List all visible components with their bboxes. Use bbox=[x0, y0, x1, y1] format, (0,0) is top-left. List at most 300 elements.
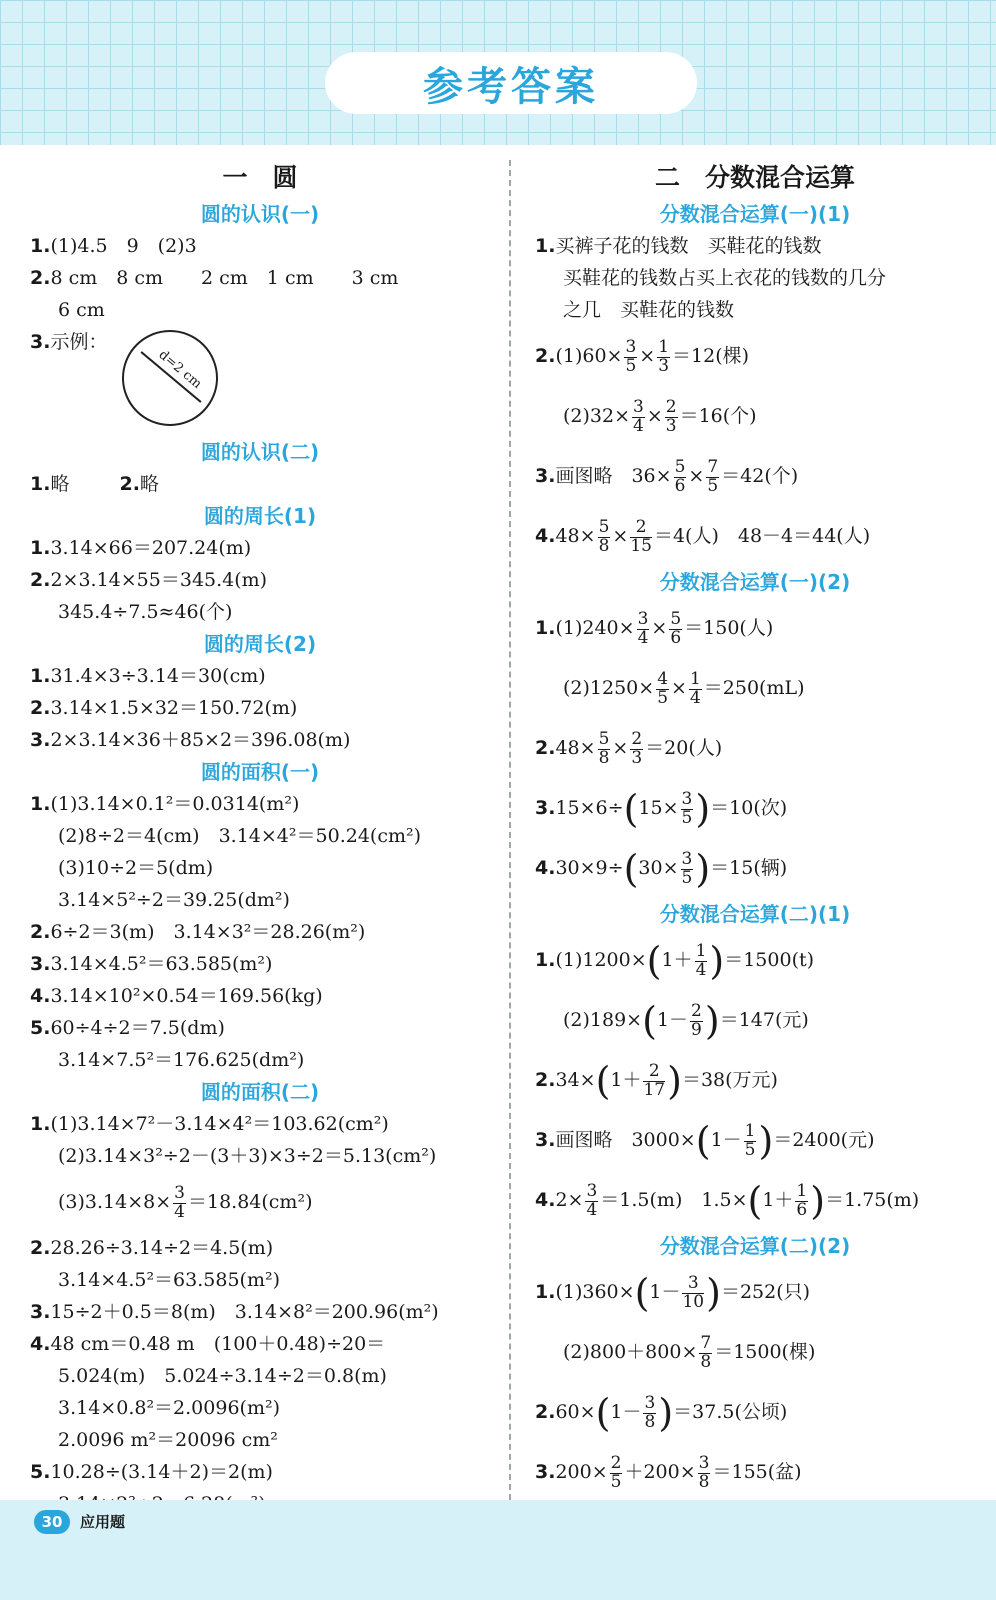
numerator: 3 bbox=[681, 848, 693, 869]
answer-line bbox=[535, 294, 975, 326]
numerator: 2 bbox=[630, 519, 652, 538]
section-title: 分数混合运算(二)(2) bbox=[659, 1234, 851, 1258]
section-title: 分数混合运算(一)(2) bbox=[659, 570, 851, 594]
answer-text: 28.26÷3.14÷2＝4.5(m) bbox=[50, 1237, 274, 1259]
fraction bbox=[681, 788, 694, 828]
answer-line bbox=[30, 532, 490, 564]
numerator: 3 bbox=[681, 788, 693, 809]
numerator: 1 bbox=[744, 1120, 756, 1141]
answer-text: ＝1500(t) bbox=[724, 949, 815, 971]
answer-text: (3)3.14×8× bbox=[58, 1191, 172, 1213]
answer-text: 345.4÷7.5≈46(个) bbox=[58, 601, 233, 623]
answer-line bbox=[30, 916, 490, 948]
numerator: 3 bbox=[633, 396, 644, 417]
denominator: 4 bbox=[689, 687, 701, 708]
paren-open: ( bbox=[646, 939, 662, 983]
answer-line bbox=[30, 948, 490, 980]
q-number: 2. bbox=[535, 345, 556, 367]
fraction bbox=[681, 848, 694, 888]
answer-text: ＝42(个) bbox=[721, 465, 799, 487]
paren-close: ) bbox=[695, 847, 711, 891]
chapter-title-left: 一 圆 bbox=[222, 163, 298, 192]
fraction bbox=[674, 456, 687, 496]
denominator: 3 bbox=[658, 355, 670, 376]
denominator: 5 bbox=[681, 867, 693, 888]
answer-text: (1)3.14×0.1²＝0.0314(m²) bbox=[50, 793, 300, 815]
denominator: 5 bbox=[610, 1471, 622, 1492]
answer-text: (1)360× bbox=[555, 1281, 635, 1303]
answer-line bbox=[535, 506, 975, 566]
answer-line bbox=[535, 446, 975, 506]
numerator: 7 bbox=[700, 1332, 712, 1353]
answer-line bbox=[30, 1360, 490, 1392]
answer-text: 2×3.14×36＋85×2＝396.08(m) bbox=[50, 729, 351, 751]
fraction bbox=[643, 1060, 666, 1100]
q-number: 5. bbox=[30, 1017, 51, 1039]
answer-line bbox=[30, 1044, 490, 1076]
q-number: 3. bbox=[30, 331, 51, 353]
q-number: 3. bbox=[30, 1301, 51, 1323]
q-number: 5. bbox=[30, 1461, 51, 1483]
numerator: 5 bbox=[598, 728, 610, 749]
denominator: 8 bbox=[598, 535, 610, 556]
numerator: 2 bbox=[610, 1452, 622, 1473]
q-number: 4. bbox=[535, 857, 556, 879]
q-number: 1. bbox=[535, 1281, 556, 1303]
numerator: 3 bbox=[174, 1182, 185, 1203]
denominator: 5 bbox=[657, 687, 669, 708]
answer-line bbox=[535, 1050, 975, 1110]
q-number: 2. bbox=[30, 267, 51, 289]
answer-line bbox=[30, 468, 490, 500]
numerator: 1 bbox=[796, 1180, 808, 1201]
fraction bbox=[669, 608, 682, 648]
denominator: 4 bbox=[174, 1201, 185, 1222]
fraction bbox=[610, 1452, 623, 1492]
numerator: 7 bbox=[707, 456, 719, 477]
footer bbox=[0, 1500, 996, 1600]
answer-text: 10.28÷(3.14＋2)＝2(m) bbox=[50, 1461, 273, 1483]
numerator: 3 bbox=[625, 336, 637, 357]
numerator: 5 bbox=[598, 516, 610, 537]
answer-text: (2)1250× bbox=[563, 677, 655, 699]
q-number: 2. bbox=[30, 569, 51, 591]
q-number: 3. bbox=[535, 797, 556, 819]
answer-line bbox=[535, 778, 975, 838]
answer-line bbox=[30, 1328, 490, 1360]
answer-text: ＝20(人) bbox=[645, 737, 723, 759]
denominator: 6 bbox=[674, 475, 686, 496]
numerator: 3 bbox=[637, 608, 649, 629]
answer-text: 3.14×10²×0.54＝169.56(kg) bbox=[50, 985, 323, 1007]
fraction bbox=[695, 940, 708, 980]
fraction bbox=[698, 1452, 711, 1492]
answer-text: 买鞋花的钱数占买上衣花的钱数的几分 bbox=[563, 267, 887, 289]
q-number: 1. bbox=[30, 537, 51, 559]
section-title: 分数混合运算(一)(1) bbox=[659, 202, 851, 226]
answer-text: (2)8÷2＝4(cm) 3.14×4²＝50.24(cm²) bbox=[58, 825, 422, 847]
denominator: 5 bbox=[707, 475, 719, 496]
answer-line bbox=[535, 1110, 975, 1170]
answer-text: ＝155(盆) bbox=[712, 1461, 802, 1483]
answer-text: 画图略 3000× bbox=[555, 1129, 696, 1151]
numerator: 5 bbox=[674, 456, 686, 477]
fraction bbox=[744, 1120, 757, 1160]
answer-text: (1)240× bbox=[555, 617, 635, 639]
answer-line bbox=[30, 1172, 490, 1232]
answer-text: 1－ bbox=[649, 1281, 681, 1303]
answer-text: ＝250(mL) bbox=[703, 677, 805, 699]
answer-text: 48 cm＝0.48 m (100＋0.48)÷20＝ bbox=[50, 1333, 386, 1355]
paren-close: ) bbox=[709, 939, 725, 983]
fraction bbox=[665, 396, 678, 436]
answer-text: 3.14×66＝207.24(m) bbox=[50, 537, 252, 559]
denominator: 5 bbox=[744, 1139, 756, 1160]
answer-text: ＝150(人) bbox=[684, 617, 774, 639]
paren-open: ( bbox=[623, 847, 639, 891]
fraction bbox=[689, 668, 702, 708]
answer-text: 1＋ bbox=[762, 1189, 794, 1211]
answer-text: 5.024(m) 5.024÷3.14÷2＝0.8(m) bbox=[58, 1365, 387, 1387]
operator: × bbox=[612, 737, 629, 759]
fraction bbox=[585, 1180, 598, 1220]
answer-line bbox=[535, 658, 975, 718]
answer-text: 30× bbox=[638, 857, 679, 879]
answer-line bbox=[30, 1296, 490, 1328]
answer-line bbox=[30, 1264, 490, 1296]
answer-text: 3.14×0.8²＝2.0096(m²) bbox=[58, 1397, 280, 1419]
paren-close: ) bbox=[667, 1059, 682, 1103]
footer-label: 应用题 bbox=[80, 1513, 126, 1531]
answer-line bbox=[30, 1108, 490, 1140]
q-number: 4. bbox=[30, 1333, 51, 1355]
answer-text: 2.0096 m²＝20096 cm² bbox=[58, 1429, 278, 1451]
answer-text: ＝37.5(公顷) bbox=[673, 1401, 788, 1423]
numerator: 5 bbox=[670, 608, 682, 629]
paren-close: ) bbox=[704, 999, 720, 1043]
answer-text: 略 bbox=[139, 473, 159, 495]
denominator: 4 bbox=[637, 627, 649, 648]
q-number: 4. bbox=[30, 985, 51, 1007]
answer-line bbox=[30, 852, 490, 884]
q-number: 1. bbox=[30, 235, 51, 257]
answer-line bbox=[30, 262, 490, 294]
answer-text: 1－ bbox=[656, 1009, 689, 1031]
q-number: 2. bbox=[535, 737, 556, 759]
denominator: 6 bbox=[796, 1199, 808, 1220]
paren-open: ( bbox=[634, 1271, 650, 1315]
fraction bbox=[682, 1272, 705, 1312]
q-number: 4. bbox=[535, 525, 556, 547]
answer-text: 3.14×4.5²＝63.585(m²) bbox=[58, 1269, 280, 1291]
answer-text: (1)4.5 9 (2)3 bbox=[50, 235, 197, 257]
fraction bbox=[706, 456, 719, 496]
answer-text: 15× bbox=[638, 797, 679, 819]
answer-text: 31.4×3÷3.14＝30(cm) bbox=[50, 665, 266, 687]
answer-text: 1－ bbox=[710, 1129, 742, 1151]
fraction bbox=[630, 516, 652, 556]
answer-line bbox=[535, 1322, 975, 1382]
numerator: 1 bbox=[658, 336, 670, 357]
operator: × bbox=[612, 525, 629, 547]
fraction bbox=[699, 1332, 712, 1372]
denominator: 4 bbox=[586, 1199, 598, 1220]
answer-line bbox=[535, 230, 975, 262]
answer-text: (1)1200× bbox=[555, 949, 647, 971]
denominator: 15 bbox=[630, 535, 652, 556]
answer-text: 48× bbox=[555, 525, 596, 547]
section-title: 分数混合运算(二)(1) bbox=[659, 902, 851, 926]
denominator: 8 bbox=[644, 1411, 656, 1432]
q-number: 1. bbox=[30, 473, 51, 495]
answer-line bbox=[30, 1012, 490, 1044]
section-title: 圆的认识(一) bbox=[200, 202, 320, 226]
circle-diagram bbox=[122, 330, 218, 426]
denominator: 9 bbox=[691, 1019, 702, 1040]
paren-close: ) bbox=[658, 1391, 674, 1435]
answer-text: 3.14×4.5²＝63.585(m²) bbox=[50, 953, 273, 975]
fraction bbox=[632, 396, 645, 436]
fraction bbox=[598, 516, 611, 556]
q-number: 1. bbox=[535, 617, 556, 639]
fraction bbox=[643, 1392, 656, 1432]
header-grid bbox=[0, 0, 996, 145]
answer-line bbox=[535, 326, 975, 386]
operator: × bbox=[688, 465, 705, 487]
answer-line bbox=[535, 838, 975, 898]
paren-open: ( bbox=[595, 1059, 611, 1103]
answer-line bbox=[30, 980, 490, 1012]
denominator: 3 bbox=[665, 415, 677, 436]
answer-text: (1)3.14×7²－3.14×4²＝103.62(cm²) bbox=[50, 1113, 389, 1135]
q-number: 1. bbox=[30, 1113, 51, 1135]
answer-text: 1－ bbox=[610, 1401, 642, 1423]
fraction bbox=[637, 608, 650, 648]
answer-line bbox=[535, 718, 975, 778]
numerator: 3 bbox=[586, 1180, 598, 1201]
q-number: 2. bbox=[119, 473, 140, 495]
paren-open: ( bbox=[595, 1391, 611, 1435]
answer-text: 30×9÷ bbox=[555, 857, 624, 879]
q-number: 3. bbox=[535, 1129, 556, 1151]
answer-text: ＝38(万元) bbox=[681, 1069, 778, 1091]
answer-text: ＝2400(元) bbox=[773, 1129, 875, 1151]
q-number: 2. bbox=[535, 1401, 556, 1423]
answer-line bbox=[535, 598, 975, 658]
answer-text: ＝252(只) bbox=[720, 1281, 811, 1303]
right-column bbox=[535, 158, 975, 1502]
q-number: 3. bbox=[535, 1461, 556, 1483]
fraction bbox=[630, 728, 643, 768]
answer-text: ＝4(人) 48－4＝44(人) bbox=[653, 525, 871, 547]
q-number: 2. bbox=[30, 1237, 51, 1259]
answer-text: (3)10÷2＝5(dm) bbox=[58, 857, 214, 879]
q-number: 2. bbox=[30, 921, 51, 943]
answer-line bbox=[30, 884, 490, 916]
denominator: 10 bbox=[682, 1291, 705, 1312]
answer-text: 2× bbox=[555, 1189, 584, 1211]
answer-text: 画图略 36× bbox=[555, 465, 672, 487]
answer-text: 34× bbox=[555, 1069, 596, 1091]
answer-text: ＝15(辆) bbox=[710, 857, 788, 879]
denominator: 3 bbox=[631, 747, 643, 768]
answer-text: 15×6÷ bbox=[555, 797, 624, 819]
answer-text: ＝12(棵) bbox=[672, 345, 750, 367]
answer-text: 200× bbox=[555, 1461, 608, 1483]
answer-text: 1＋ bbox=[610, 1069, 642, 1091]
answer-line bbox=[30, 820, 490, 852]
answer-text: (2)3.14×3²÷2－(3＋3)×3÷2＝5.13(cm²) bbox=[58, 1145, 437, 1167]
answer-line bbox=[535, 990, 975, 1050]
answer-text: 2×3.14×55＝345.4(m) bbox=[50, 569, 268, 591]
numerator: 2 bbox=[643, 1063, 665, 1082]
fraction bbox=[173, 1182, 186, 1222]
chapter-title-right: 二 分数混合运算 bbox=[654, 163, 855, 192]
answer-text: 3.14×1.5×32＝150.72(m) bbox=[50, 697, 298, 719]
section-title: 圆的认识(二) bbox=[200, 440, 320, 464]
section-title: 圆的周长(2) bbox=[203, 632, 317, 656]
q-number: 2. bbox=[535, 1069, 556, 1091]
answer-text: 6÷2＝3(m) 3.14×3²＝28.26(m²) bbox=[50, 921, 366, 943]
answer-text: ＋200× bbox=[624, 1461, 696, 1483]
q-number: 1. bbox=[30, 665, 51, 687]
answer-line bbox=[535, 1442, 975, 1502]
diameter-label: d=2 cm bbox=[155, 347, 205, 392]
answer-text: 8 cm 8 cm 2 cm 1 cm 3 cm bbox=[50, 267, 399, 289]
answer-text: (2)32× bbox=[563, 405, 631, 427]
numerator: 3 bbox=[698, 1452, 710, 1473]
answer-text: 3.14×7.5²＝176.625(dm²) bbox=[58, 1049, 305, 1071]
denominator: 8 bbox=[700, 1351, 712, 1372]
title-box bbox=[325, 52, 697, 114]
answer-text: ＝147(元) bbox=[719, 1009, 809, 1031]
operator: × bbox=[639, 345, 656, 367]
answer-text: 之几 买鞋花的钱数 bbox=[563, 299, 735, 321]
denominator: 17 bbox=[643, 1079, 666, 1100]
section-title: 圆的面积(一) bbox=[200, 760, 320, 784]
numerator: 1 bbox=[689, 668, 701, 689]
q-number: 3. bbox=[535, 465, 556, 487]
answer-line bbox=[535, 930, 975, 990]
answer-text: ＝18.84(cm²) bbox=[187, 1191, 313, 1213]
q-number: 1. bbox=[535, 949, 556, 971]
fraction bbox=[657, 336, 670, 376]
answer-line bbox=[30, 294, 490, 326]
denominator: 4 bbox=[633, 415, 644, 436]
fraction bbox=[795, 1180, 808, 1220]
numerator: 1 bbox=[695, 940, 707, 961]
answer-text: (1)60× bbox=[555, 345, 623, 367]
answer-text: ＝1.5(m) 1.5× bbox=[600, 1189, 748, 1211]
paren-open: ( bbox=[642, 999, 657, 1043]
answer-text: 略 bbox=[50, 473, 70, 495]
answer-text: ＝10(次) bbox=[710, 797, 788, 819]
answer-line bbox=[30, 788, 490, 820]
answer-text: 60× bbox=[555, 1401, 596, 1423]
numerator: 3 bbox=[682, 1275, 704, 1294]
denominator: 5 bbox=[625, 355, 637, 376]
answer-line bbox=[30, 564, 490, 596]
numerator: 2 bbox=[631, 728, 643, 749]
paren-close: ) bbox=[695, 787, 711, 831]
operator: × bbox=[646, 405, 663, 427]
numerator: 2 bbox=[665, 396, 677, 417]
denominator: 8 bbox=[598, 747, 610, 768]
paren-close: ) bbox=[810, 1179, 826, 1223]
denominator: 5 bbox=[681, 807, 693, 828]
answer-line bbox=[535, 1382, 975, 1442]
q-number: 3. bbox=[30, 953, 51, 975]
answer-line bbox=[30, 660, 490, 692]
answer-line bbox=[535, 1262, 975, 1322]
answer-text: ＝16(个) bbox=[679, 405, 757, 427]
answer-text: 买裤子花的钱数 买鞋花的钱数 bbox=[555, 235, 822, 257]
left-column bbox=[30, 158, 490, 1520]
answer-line bbox=[535, 1170, 975, 1230]
answer-text: 48× bbox=[555, 737, 596, 759]
section-title: 圆的面积(二) bbox=[200, 1080, 320, 1104]
q-number: 1. bbox=[535, 235, 556, 257]
answer-text: 60÷4÷2＝7.5(dm) bbox=[50, 1017, 225, 1039]
paren-close: ) bbox=[758, 1119, 774, 1163]
denominator: 4 bbox=[695, 959, 707, 980]
answer-line bbox=[30, 1392, 490, 1424]
paren-open: ( bbox=[623, 787, 639, 831]
answer-text: 15÷2＋0.5＝8(m) 3.14×8²＝200.96(m²) bbox=[50, 1301, 439, 1323]
fraction bbox=[690, 1000, 703, 1040]
fraction bbox=[624, 336, 637, 376]
answer-text: ＝1.75(m) bbox=[825, 1189, 920, 1211]
answer-text: 示例： bbox=[50, 331, 108, 353]
answer-line bbox=[30, 1232, 490, 1264]
answer-text: 6 cm bbox=[58, 299, 105, 321]
paren-open: ( bbox=[695, 1119, 711, 1163]
q-number: 2. bbox=[30, 697, 51, 719]
answer-line bbox=[30, 1140, 490, 1172]
answer-line-circle bbox=[30, 326, 490, 436]
answer-text: 1＋ bbox=[661, 949, 693, 971]
denominator: 6 bbox=[670, 627, 682, 648]
fraction bbox=[598, 728, 611, 768]
q-number: 1. bbox=[30, 793, 51, 815]
column-divider bbox=[509, 160, 511, 1500]
answer-line bbox=[30, 1424, 490, 1456]
q-number: 4. bbox=[535, 1189, 556, 1211]
answer-text: (2)800＋800× bbox=[563, 1341, 698, 1363]
page-number: 30 bbox=[34, 1510, 70, 1534]
fraction bbox=[656, 668, 669, 708]
answer-text: ＝1500(棵) bbox=[714, 1341, 816, 1363]
paren-open: ( bbox=[747, 1179, 763, 1223]
page-title: 参考答案 bbox=[423, 63, 599, 110]
answer-line bbox=[30, 230, 490, 262]
answer-line bbox=[535, 262, 975, 294]
answer-line bbox=[30, 596, 490, 628]
section-title: 圆的周长(1) bbox=[203, 504, 317, 528]
operator: × bbox=[651, 617, 668, 639]
answer-line bbox=[30, 1456, 490, 1488]
answer-line bbox=[535, 386, 975, 446]
q-number: 3. bbox=[30, 729, 51, 751]
answer-text: 3.14×5²÷2＝39.25(dm²) bbox=[58, 889, 290, 911]
numerator: 4 bbox=[657, 668, 669, 689]
answer-text: (2)189× bbox=[563, 1009, 643, 1031]
answer-line bbox=[30, 724, 490, 756]
paren-close: ) bbox=[706, 1271, 721, 1315]
operator: × bbox=[671, 677, 687, 699]
answer-line bbox=[30, 692, 490, 724]
numerator: 2 bbox=[691, 1000, 702, 1021]
